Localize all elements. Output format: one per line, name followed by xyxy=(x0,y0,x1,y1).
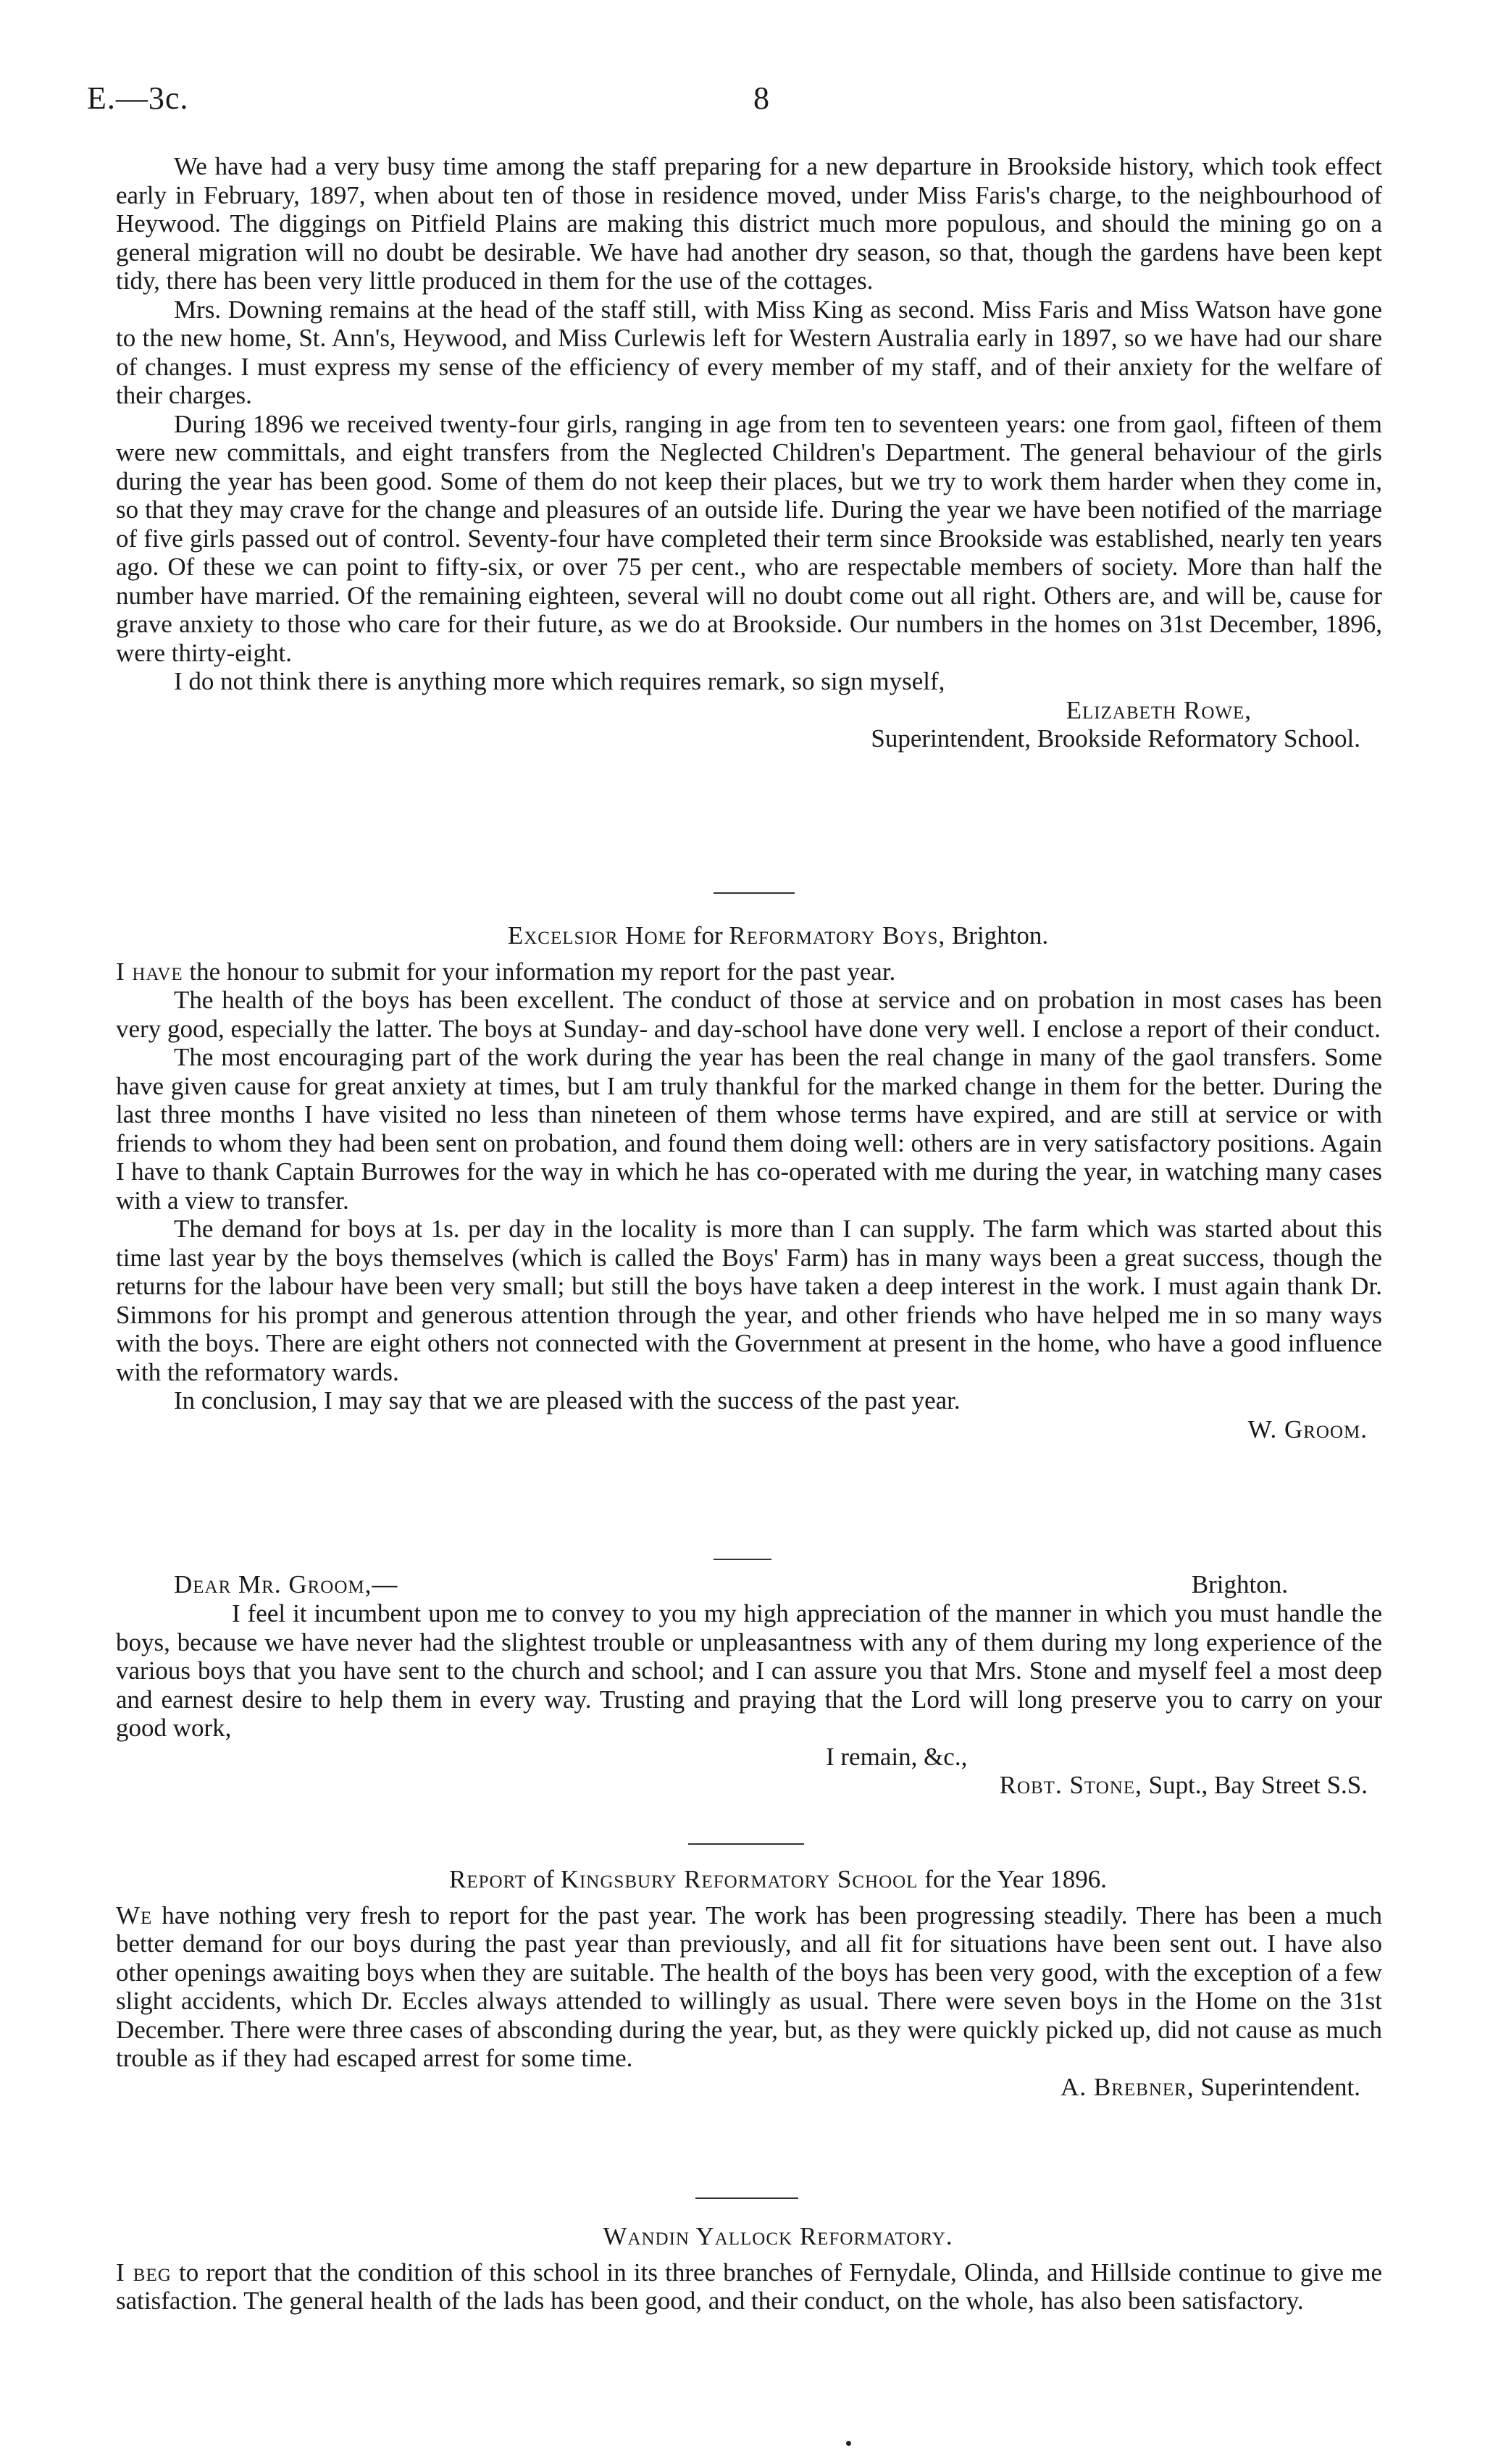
brookside-signature-name: Elizabeth Rowe, xyxy=(1066,695,1252,724)
wandin-heading: Wandin Yallock Reformatory. xyxy=(603,2222,953,2250)
excelsior-paragraph-3: The demand for boys at 1s. per day in the locality is more than I can supply. The farm which was started about this time last year by the boys themselves (which is called the Boys' Farm) has in many ways been a great success, though the returns for the labour have been very small; but still the boys have taken a deep interest in the work. I must again thank Dr. Simmons for his prompt and generous attention through the year, and other friends who have helped me in so many ways with the boys. There are eight others not connected with the Government at present in the home, who have a good influence with the reformatory wards. xyxy=(116,1215,1382,1386)
document-id: E.—3c. xyxy=(87,80,189,116)
excelsior-paragraph-intro: I have the honour to submit for your information my report for the past year. xyxy=(116,957,896,986)
brookside-paragraph-3: During 1896 we received twenty-four girls, ranging in age from ten to seventeen years: one from gaol, fifteen of them were new committals, and eight transfers from the Neglected Children's Department. The general behaviour of the girls during the year has been good. Some of them do not keep their places, but we try to work them harder when they come in, so that they may crave for the change and pleasures of an outside life. During the year we have been notified of the marriage of five girls passed out of control. Seventy-four have completed their term since Brookside was established, nearly ten years ago. Of these we can point to fifty-six, or over 75 per cent., who are respectable members of society. More than half the number have married. Of the remaining eighteen, several will no doubt come out all right. Others are, and will be, cause for grave anxiety to those who care for their future, as we do at Brookside. Our numbers in the homes on 31st December, 1896, were thirty-eight. xyxy=(116,409,1382,667)
brookside-paragraph-2: Mrs. Downing remains at the head of the staff still, with Miss King as second. Miss Faris and Miss Watson have gone to the new home, St. Ann's, Heywood, and Miss Curlewis left for Western Australia early in 1897, so we have had our share of changes. I must express my sense of the efficiency of every member of my staff, and of their anxiety for the welfare of their charges. xyxy=(116,295,1382,409)
section-divider xyxy=(688,1843,804,1845)
excelsior-report xyxy=(116,921,1382,1443)
wandin-body: I beg to report that the condition of this school in its three branches of Fernydale, Olinda, and Hillside continue to give me satisfaction. The general health of the lads has been good, and their conduct, on the whole, has also been satisfactory. xyxy=(116,2258,1383,2315)
letter-signature: Robt. Stone, Supt., Bay Street S.S. xyxy=(999,1771,1368,1799)
kingsbury-body: We have nothing very fresh to report for the past year. The work has been progressing steadily. There has been a much better demand for our boys during the past year than previously, and all fit for situations have been sent out. I have also other openings awaiting boys when they are suitable. The health of the boys has been very good, with the exception of a few slight accidents, which Dr. Eccles always attended to willingly as usual. There were seven boys in the Home on the 31st December. There were three cases of absconding during the year, but, as they were quickly picked up, did not cause as much trouble as if they had escaped arrest for some time. xyxy=(116,1901,1382,2072)
brookside-paragraph-1: We have had a very busy time among the staff preparing for a new departure in Brookside history, which took effect early in February, 1897, when about ten of those in residence moved, under Miss Faris's charge, to the neighbourhood of Heywood. The diggings on Pitfield Plains are making this district much more populous, and should the mining go on a general migration will no doubt be desirable. We have had another dry season, so that, though the gardens have been kept tidy, there has been very little produced in them for the use of the cottages. xyxy=(116,152,1382,295)
letter-salutation: Dear Mr. Groom,— xyxy=(174,1570,398,1598)
stone-letter xyxy=(116,1570,1382,1800)
section-divider xyxy=(714,1559,771,1560)
kingsbury-signature: A. Brebner, Superintendent. xyxy=(1061,2072,1360,2101)
letter-body: I feel it incumbent upon me to convey to you my high appreciation of the manner in which you must handle the boys, because we have never had the slightest trouble or unpleasantness with any of them during my long experience of the various boys that you have sent to the church and school; and I can assure you that Mrs. Stone and myself feel a most deep and earnest desire to help them in every way. Trusting and praying that the Lord will long preserve you to carry on your good work, xyxy=(116,1599,1382,1742)
brookside-paragraph-4: I do not think there is anything more which requires remark, so sign myself, xyxy=(174,667,945,695)
kingsbury-heading: Report of Kingsbury Reformatory School for the Year 1896. xyxy=(449,1865,1107,1893)
letter-closing: I remain, &c., xyxy=(826,1742,968,1771)
excelsior-paragraph-2: The most encouraging part of the work during the year has been the real change in many of the gaol transfers. Some have given cause for great anxiety at times, but I am truly thankful for the marked change in them for the better. During the last three months I have visited no less than nineteen of them whose terms have expired, and are still at service or with friends to whom they had been sent on probation, and found them doing well: others are in very satisfactory positions. Again I have to thank Captain Burrowes for the way in which he has co-operated with me during the year, in watching many cases with a view to transfer. xyxy=(116,1043,1382,1215)
excelsior-signature: W. Groom. xyxy=(1247,1415,1368,1443)
print-mark xyxy=(846,2441,851,2446)
kingsbury-report xyxy=(116,1865,1382,2101)
excelsior-heading: Excelsior Home for Reformatory Boys, Brighton. xyxy=(507,921,1049,950)
excelsior-paragraph-1: The health of the boys has been excellent. The conduct of those at service and on probation in most cases has been very good, especially the latter. The boys at Sunday- and day-school have done very well. I enclose a report of their conduct. xyxy=(116,986,1382,1043)
letter-heading xyxy=(116,1570,1382,1599)
section-divider xyxy=(695,2197,798,2199)
brookside-signature-title: Superintendent, Brookside Reformatory School. xyxy=(871,724,1360,753)
letter-place: Brighton. xyxy=(1191,1570,1288,1598)
excelsior-paragraph-4: In conclusion, I may say that we are pleased with the success of the past year. xyxy=(174,1386,961,1415)
section-divider xyxy=(714,892,795,894)
page-header xyxy=(87,80,1391,123)
page-number: 8 xyxy=(753,80,769,116)
brookside-report xyxy=(116,152,1382,753)
wandin-report xyxy=(116,2222,1382,2316)
